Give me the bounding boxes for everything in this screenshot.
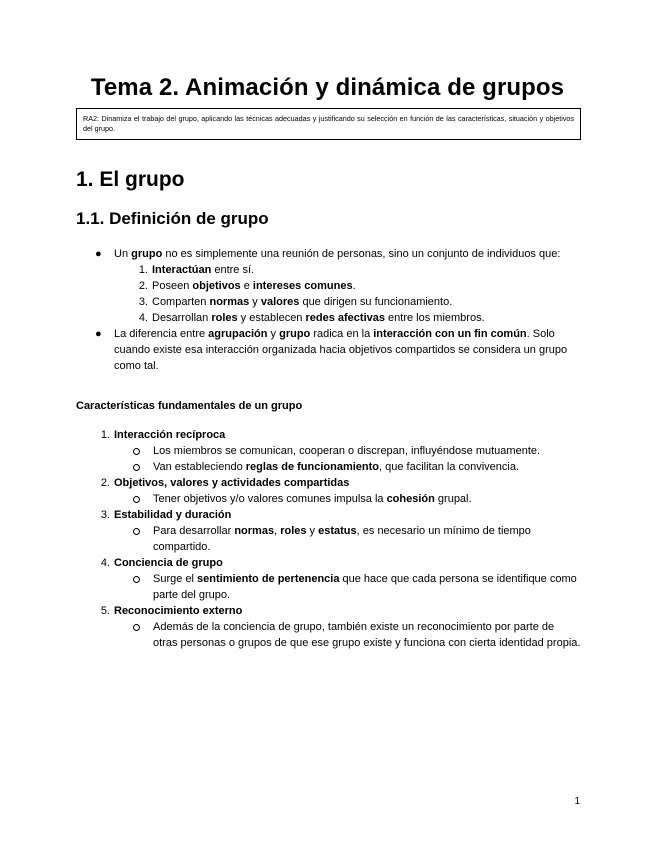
sub-item bbox=[76, 491, 581, 507]
bold-text: grupo bbox=[279, 328, 311, 340]
bold-text: intereses comunes bbox=[252, 280, 353, 292]
section-heading-1-1: 1.1. Definición de grupo bbox=[76, 209, 269, 228]
list-item bbox=[76, 555, 581, 571]
item-title: Reconocimiento externo bbox=[114, 605, 243, 617]
text: Tener objetivos y/o valores comunes impulsa la bbox=[153, 493, 387, 505]
list-number: 3. bbox=[100, 509, 110, 521]
item-title: Estabilidad y duración bbox=[114, 509, 232, 521]
text: , que facilitan la convivencia. bbox=[379, 461, 520, 473]
list-item bbox=[76, 427, 581, 443]
bold-text: valores bbox=[260, 296, 300, 308]
numbered-sublist bbox=[76, 262, 581, 326]
circle-bullet-icon bbox=[133, 464, 140, 471]
text: Comparten bbox=[152, 296, 210, 308]
characteristics-list bbox=[76, 427, 581, 651]
list-number: 4. bbox=[138, 312, 148, 324]
text: Desarrollan bbox=[152, 312, 212, 324]
circle-bullet-icon bbox=[133, 496, 140, 503]
list-item bbox=[114, 262, 581, 278]
text: que dirigen su funcionamiento. bbox=[299, 296, 453, 308]
bold-text: Interactúan bbox=[152, 264, 212, 276]
bold-text: sentimiento de pertenencia bbox=[197, 573, 340, 585]
sub-item bbox=[76, 619, 581, 651]
text: Además de la conciencia de grupo, también existe un reconocimiento por parte de otras personas o grupos de que ese grupo existe y funciona con cierta identidad propia. bbox=[153, 621, 581, 649]
document-title: Tema 2. Animación y dinámica de grupos bbox=[90, 74, 565, 101]
text: entre sí. bbox=[211, 264, 255, 276]
text: . Solo cuando existe esa interacción organizada hacia objetivos compartidos se considera un grupo como tal. bbox=[114, 328, 568, 372]
list-item bbox=[76, 475, 581, 491]
text: radica en la bbox=[310, 328, 374, 340]
list-number: 2. bbox=[100, 477, 110, 489]
text: La diferencia entre bbox=[114, 328, 209, 340]
sub-item bbox=[76, 523, 581, 555]
text: Para desarrollar bbox=[153, 525, 235, 537]
bold-text: roles bbox=[280, 525, 307, 537]
text: y bbox=[306, 525, 319, 537]
characteristics-heading: Características fundamentales de un grupo bbox=[76, 400, 303, 412]
section-heading-1: 1. El grupo bbox=[76, 168, 185, 191]
bullet-dot-icon: ● bbox=[95, 248, 102, 260]
list-item bbox=[76, 507, 581, 523]
sub-item bbox=[76, 443, 581, 459]
list-number: 1. bbox=[138, 264, 148, 276]
list-item bbox=[76, 603, 581, 619]
page-number: 1 bbox=[574, 796, 580, 807]
list-number: 1. bbox=[100, 429, 110, 441]
circle-bullet-icon bbox=[133, 624, 140, 631]
bold-text: objetivos bbox=[192, 280, 241, 292]
bullet-dot-icon: ● bbox=[95, 328, 102, 340]
circle-bullet-icon bbox=[133, 448, 140, 455]
item-title: Conciencia de grupo bbox=[114, 557, 223, 569]
bold-text: cohesión bbox=[386, 493, 435, 505]
bold-text: grupo bbox=[131, 248, 163, 260]
learning-outcome-box: RA2: Dinamiza el trabajo del grupo, aplicando las técnicas adecuadas y justificando su selección en función de las características, situación y objetivos del grupo. bbox=[76, 108, 581, 140]
item-title: Objetivos, valores y actividades compartidas bbox=[114, 477, 350, 489]
definition-bullet-list bbox=[76, 246, 581, 374]
bold-text: agrupación bbox=[208, 328, 268, 340]
bold-text: roles bbox=[211, 312, 238, 324]
item-title: Interacción recíproca bbox=[114, 429, 226, 441]
text: , bbox=[274, 525, 281, 537]
text: grupal. bbox=[434, 493, 472, 505]
bold-text: normas bbox=[209, 296, 250, 308]
list-number: 2. bbox=[138, 280, 148, 292]
text: Poseen bbox=[152, 280, 193, 292]
bullet-item bbox=[76, 246, 581, 262]
text: Surge el bbox=[153, 573, 198, 585]
text: y bbox=[249, 296, 261, 308]
text: Un bbox=[114, 248, 132, 260]
list-number: 3. bbox=[138, 296, 148, 308]
circle-bullet-icon bbox=[133, 528, 140, 535]
sub-item bbox=[76, 459, 581, 475]
bold-text: reglas de funcionamiento bbox=[245, 461, 380, 473]
text: que hace que cada persona se identifique como parte del grupo. bbox=[153, 573, 577, 601]
bold-text: interacción con un fin común bbox=[373, 328, 527, 340]
text: entre los miembros. bbox=[384, 312, 485, 324]
text: , es necesario un mínimo de tiempo compartido. bbox=[153, 525, 531, 553]
bold-text: redes afectivas bbox=[305, 312, 385, 324]
circle-bullet-icon bbox=[133, 576, 140, 583]
text: . bbox=[352, 280, 356, 292]
text: no es simplemente una reunión de personas, sino un conjunto de individuos que: bbox=[162, 248, 561, 260]
list-item bbox=[114, 278, 581, 294]
list-item bbox=[114, 310, 581, 326]
bullet-item bbox=[76, 326, 581, 374]
text: y bbox=[267, 328, 280, 340]
text: e bbox=[240, 280, 253, 292]
list-number: 5. bbox=[100, 605, 110, 617]
bold-text: estatus bbox=[318, 525, 357, 537]
text: Los miembros se comunican, cooperan o discrepan, influyéndose mutuamente. bbox=[153, 445, 541, 457]
list-number: 4. bbox=[100, 557, 110, 569]
text: Van estableciendo bbox=[153, 461, 246, 473]
sub-item bbox=[76, 571, 581, 603]
bold-text: normas bbox=[234, 525, 275, 537]
text: y establecen bbox=[237, 312, 306, 324]
list-item bbox=[114, 294, 581, 310]
